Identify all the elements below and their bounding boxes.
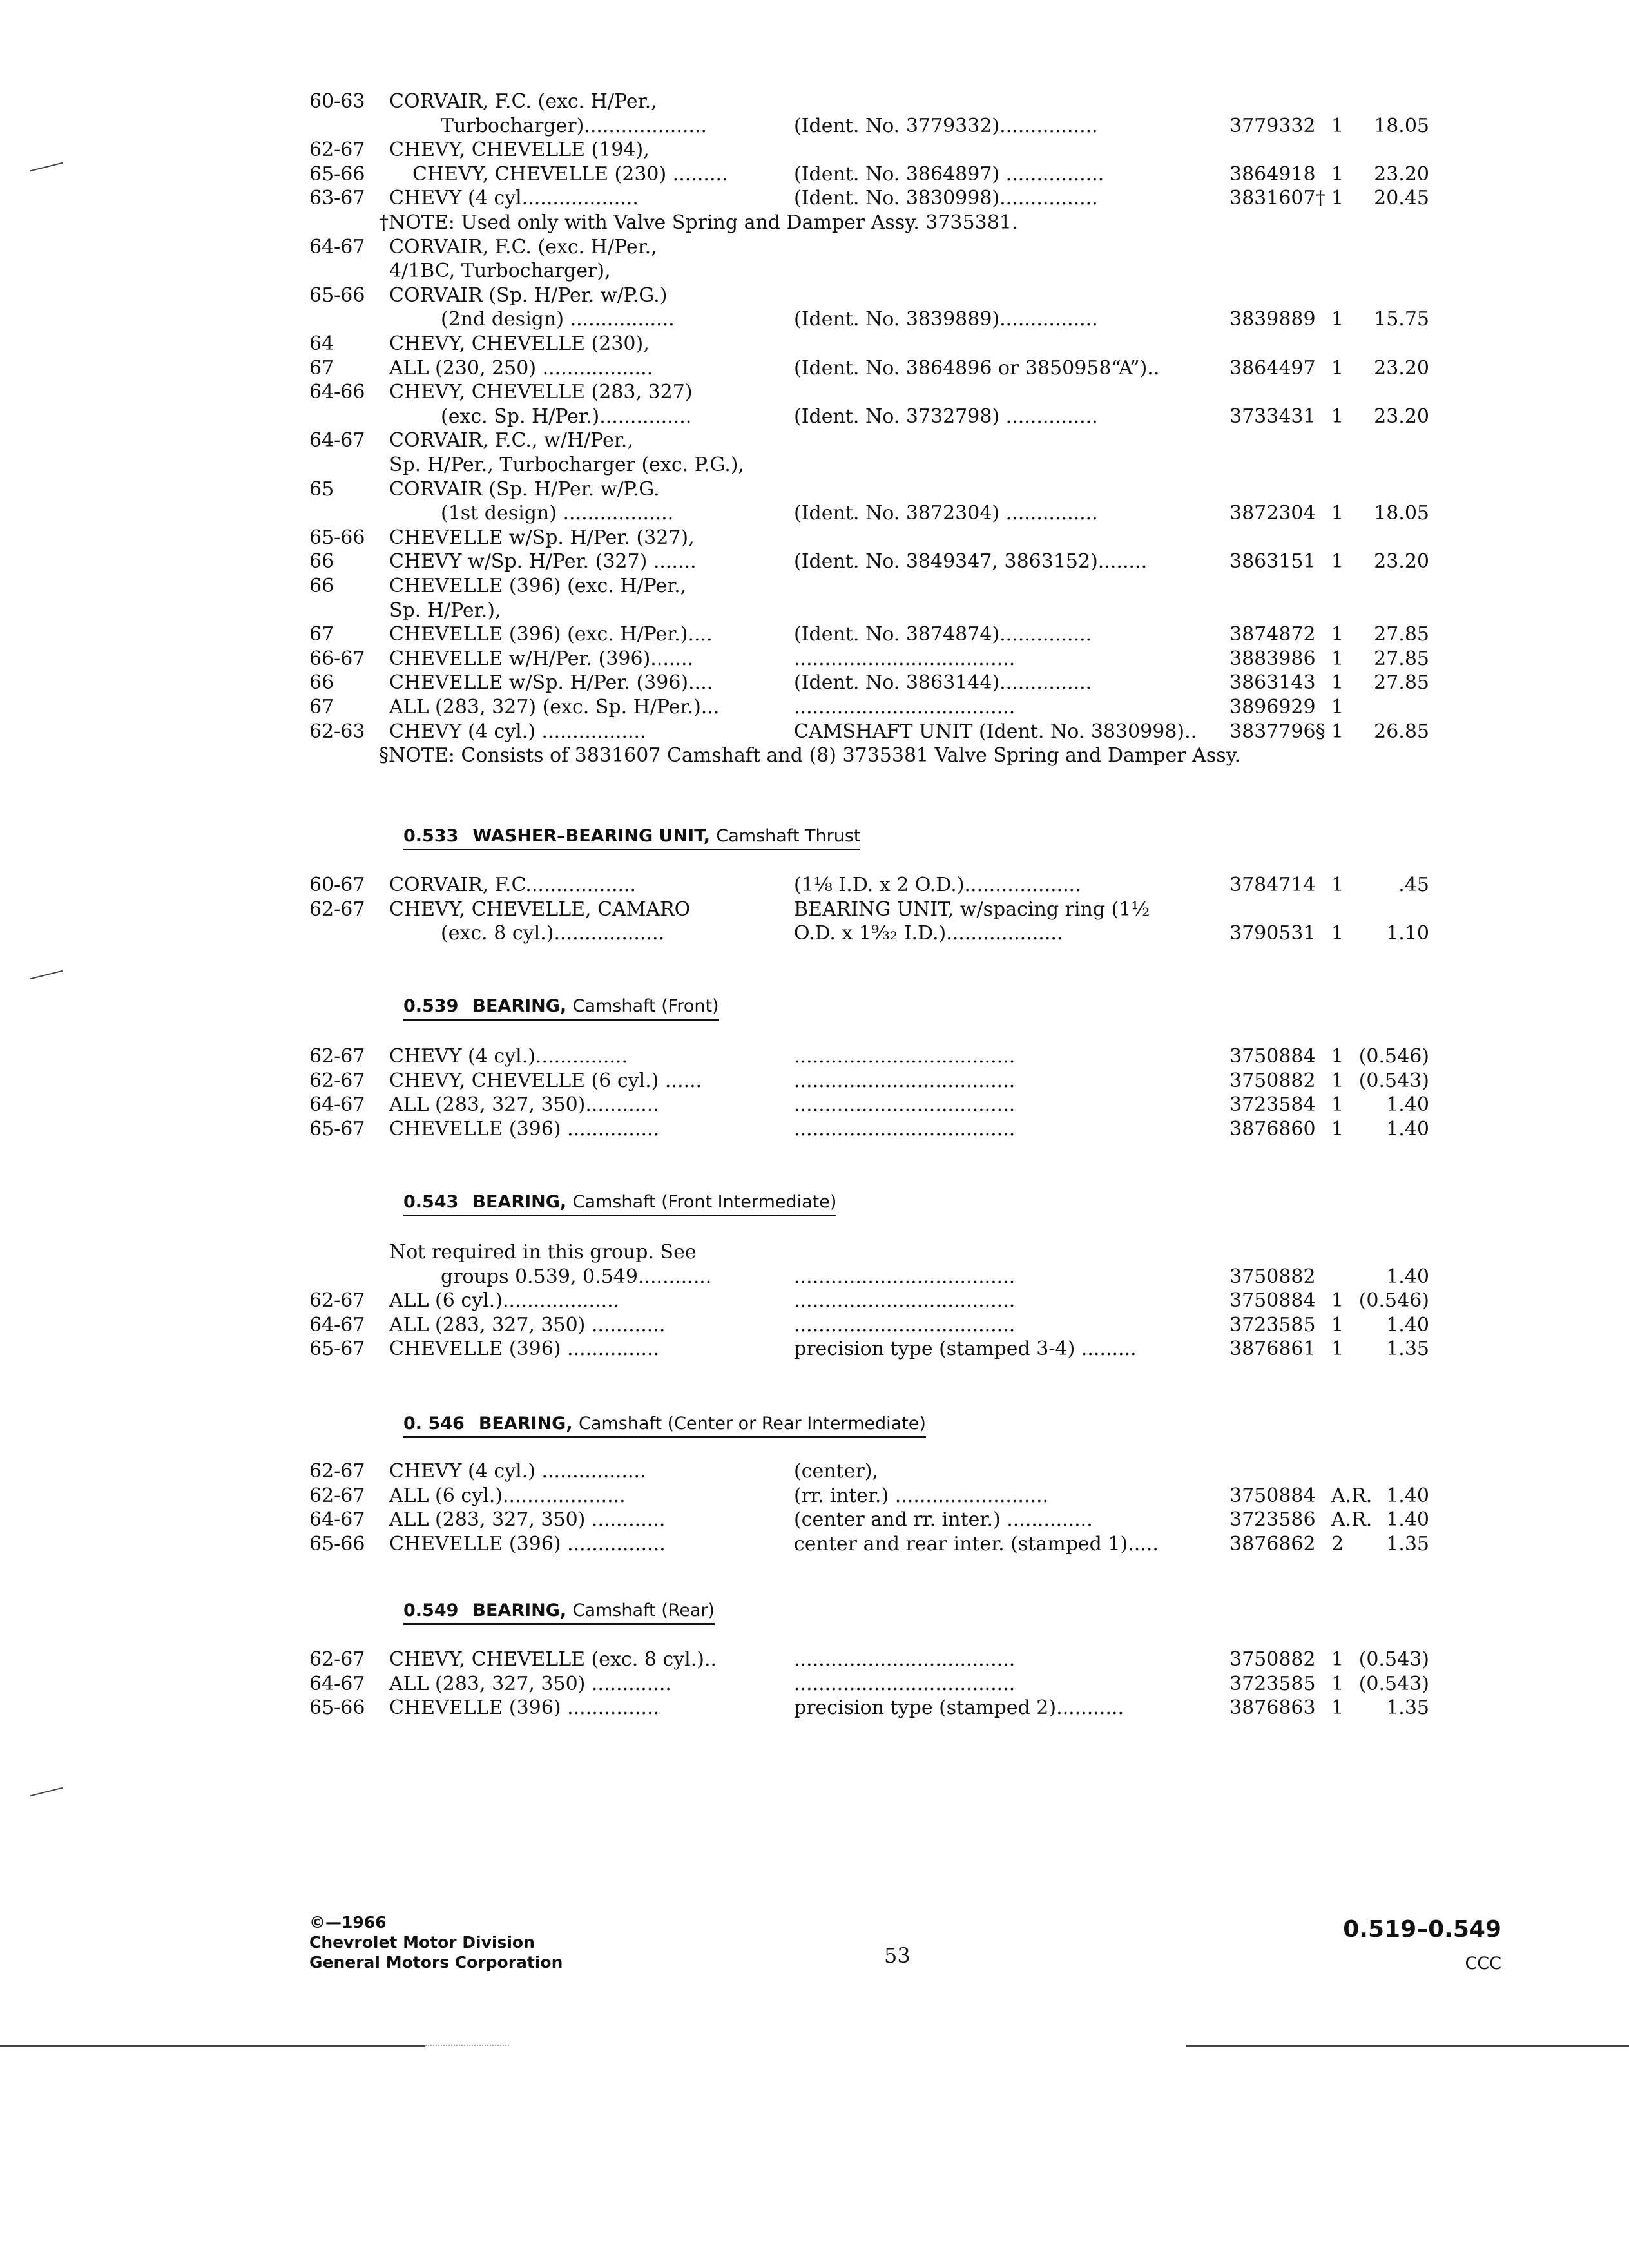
part-number: 3876861 bbox=[1229, 1338, 1316, 1361]
remarks: (center), bbox=[794, 1460, 878, 1483]
scan-edge-rule bbox=[1186, 2045, 1629, 2047]
part-number: 3750884 bbox=[1229, 1484, 1316, 1507]
model-years: 60-67 bbox=[309, 874, 365, 896]
part-number: 3750884 bbox=[1229, 1289, 1316, 1312]
note-line bbox=[0, 744, 1629, 767]
section-header-0-549 bbox=[0, 1600, 1629, 1629]
model-description: Sp. H/Per.), bbox=[389, 599, 501, 622]
model-years: 64-67 bbox=[309, 235, 365, 258]
quantity: 1 bbox=[1331, 720, 1344, 743]
list-price: 26.85 bbox=[1374, 720, 1429, 743]
section-caption: Camshaft Thrust bbox=[716, 826, 861, 846]
part-number: 3723584 bbox=[1229, 1093, 1316, 1117]
note-line bbox=[0, 211, 1629, 235]
list-price: 1.40 bbox=[1386, 1313, 1429, 1336]
model-years: 64-66 bbox=[309, 381, 365, 404]
list-price: 23.20 bbox=[1374, 162, 1429, 186]
remarks: .................................... bbox=[794, 1045, 1016, 1068]
model-years: 64-67 bbox=[309, 429, 365, 452]
catalog-line bbox=[0, 623, 1629, 646]
remarks: (center and rr. inter.) .............. bbox=[794, 1508, 1093, 1532]
model-description: CHEVELLE (396) ................ bbox=[389, 1532, 666, 1555]
quantity: A.R. bbox=[1331, 1484, 1373, 1507]
model-years: 63-67 bbox=[309, 187, 365, 210]
catalog-line bbox=[0, 696, 1629, 719]
remarks: .................................... bbox=[794, 1117, 1016, 1140]
model-description: CHEVY, CHEVELLE (6 cyl.) ...... bbox=[389, 1069, 702, 1092]
model-description: CHEVY (4 cyl.) ................. bbox=[389, 1460, 646, 1483]
model-description-continued: (1st design) .................. bbox=[441, 502, 674, 525]
remarks: (Ident. No. 3779332)................ bbox=[794, 114, 1098, 137]
model-years: 66 bbox=[309, 575, 334, 597]
footnote: §NOTE: Consists of 3831607 Camshaft and (8) 3735381 Valve Spring and Damper Assy. bbox=[379, 744, 1241, 767]
remarks: (Ident. No. 3863144)............... bbox=[794, 671, 1092, 695]
section-title: WASHER–BEARING UNIT, bbox=[472, 826, 710, 846]
catalog-line bbox=[0, 357, 1629, 380]
quantity: 1 bbox=[1331, 308, 1344, 331]
division-name: Chevrolet Motor Division bbox=[309, 1933, 535, 1952]
remarks: .................................... bbox=[794, 1093, 1016, 1117]
model-description-continued: (exc. Sp. H/Per.)............... bbox=[441, 405, 692, 428]
remarks: .................................... bbox=[794, 1313, 1016, 1336]
part-number: 3863151 bbox=[1229, 550, 1316, 573]
catalog-line bbox=[0, 1241, 1629, 1264]
model-description: CORVAIR (Sp. H/Per. w/P.G. bbox=[389, 477, 660, 501]
section-header-0-533 bbox=[0, 826, 1629, 854]
section-caption: Camshaft (Front Intermediate) bbox=[572, 1192, 837, 1212]
catalog-line bbox=[0, 1338, 1629, 1361]
quantity: 1 bbox=[1331, 671, 1344, 695]
part-number: 3831607† bbox=[1229, 187, 1325, 210]
model-description: 4/1BC, Turbocharger), bbox=[389, 260, 611, 283]
section-number: 0.549 bbox=[403, 1600, 459, 1620]
section-title: BEARING, bbox=[472, 1600, 567, 1620]
list-price: 1.40 bbox=[1386, 1093, 1429, 1117]
model-years: 64-67 bbox=[309, 1093, 365, 1117]
list-price: 27.85 bbox=[1374, 671, 1429, 695]
catalog-line bbox=[0, 381, 1629, 404]
part-number: 3723585 bbox=[1229, 1313, 1316, 1336]
quantity: 1 bbox=[1331, 1338, 1344, 1361]
model-description: CHEVY (4 cyl.) ................. bbox=[389, 720, 646, 743]
model-description: ALL (283, 327, 350) ............ bbox=[389, 1508, 666, 1532]
quantity: 1 bbox=[1331, 162, 1344, 186]
list-price: 1.40 bbox=[1386, 1117, 1429, 1140]
quantity: 1 bbox=[1331, 405, 1344, 428]
part-number: 3883986 bbox=[1229, 647, 1316, 670]
page-number: 53 bbox=[884, 1943, 911, 1968]
model-description: CORVAIR, F.C.................. bbox=[389, 874, 637, 896]
group-range: 0.519–0.549 bbox=[1343, 1916, 1501, 1943]
model-years: 65 bbox=[309, 477, 334, 501]
model-description: CHEVELLE w/Sp. H/Per. (396).... bbox=[389, 671, 713, 695]
model-years: 64-67 bbox=[309, 1508, 365, 1532]
catalog-line bbox=[0, 720, 1629, 744]
model-description: CHEVELLE (396) ............... bbox=[389, 1338, 660, 1361]
catalog-line bbox=[0, 1508, 1629, 1532]
model-description: CORVAIR (Sp. H/Per. w/P.G.) bbox=[389, 284, 668, 307]
list-price: 27.85 bbox=[1374, 623, 1429, 646]
list-price: (0.546) bbox=[1358, 1045, 1429, 1068]
catalog-line bbox=[0, 187, 1629, 210]
quantity: 2 bbox=[1331, 1532, 1344, 1555]
model-years: 65-67 bbox=[309, 1117, 365, 1140]
quantity: 1 bbox=[1331, 187, 1344, 210]
section-number: 0.533 bbox=[403, 826, 459, 846]
catalog-line bbox=[0, 1673, 1629, 1696]
catalog-line bbox=[0, 1533, 1629, 1556]
part-number: 3733431 bbox=[1229, 405, 1316, 428]
quantity: 1 bbox=[1331, 356, 1344, 380]
remarks: precision type (stamped 3-4) ......... bbox=[794, 1338, 1137, 1361]
quantity: A.R. bbox=[1331, 1508, 1373, 1532]
model-description: Not required in this group. See bbox=[389, 1241, 697, 1264]
model-years: 65-66 bbox=[309, 1696, 365, 1720]
remarks: center and rear inter. (stamped 1)..... bbox=[794, 1532, 1159, 1555]
model-years: 64-67 bbox=[309, 1313, 365, 1336]
part-number: 3864918 bbox=[1229, 162, 1316, 186]
model-description: CHEVY, CHEVELLE (230), bbox=[389, 332, 650, 355]
model-description: CORVAIR, F.C. (exc. H/Per., bbox=[389, 235, 657, 258]
model-description: CORVAIR, F.C., w/H/Per., bbox=[389, 429, 633, 452]
model-years: 62-67 bbox=[309, 1289, 365, 1312]
quantity: 1 bbox=[1331, 1313, 1344, 1336]
model-years: 62-67 bbox=[309, 1069, 365, 1092]
quantity: 1 bbox=[1331, 1045, 1344, 1068]
list-price: 23.20 bbox=[1374, 550, 1429, 573]
catalog-line bbox=[0, 874, 1629, 897]
model-description: ALL (283, 327, 350) ............ bbox=[389, 1313, 666, 1336]
remarks: (Ident. No. 3732798) ............... bbox=[794, 405, 1098, 428]
model-description: ALL (283, 327) (exc. Sp. H/Per.)... bbox=[389, 696, 720, 718]
model-description: CHEVY (4 cyl................... bbox=[389, 187, 639, 210]
model-years: 60-63 bbox=[309, 90, 365, 113]
quantity: 1 bbox=[1331, 1069, 1344, 1092]
list-price: 23.20 bbox=[1374, 405, 1429, 428]
model-years: 65-66 bbox=[309, 162, 365, 186]
quantity: 1 bbox=[1331, 922, 1344, 945]
catalog-line bbox=[0, 139, 1629, 162]
remarks: CAMSHAFT UNIT (Ident. No. 3830998).. bbox=[794, 720, 1197, 743]
remarks: precision type (stamped 2)........... bbox=[794, 1696, 1124, 1720]
quantity: 1 bbox=[1331, 114, 1344, 137]
list-price: (0.543) bbox=[1358, 1648, 1429, 1671]
catalog-line bbox=[0, 1314, 1629, 1337]
binder-mark bbox=[30, 970, 63, 980]
catalog-line bbox=[0, 332, 1629, 356]
model-description: ALL (230, 250) .................. bbox=[389, 356, 653, 380]
section-number: 0.539 bbox=[403, 996, 459, 1016]
section-number: 0. 546 bbox=[403, 1414, 465, 1434]
catalog-line bbox=[0, 1460, 1629, 1483]
remarks: .................................... bbox=[794, 696, 1016, 718]
model-years: 67 bbox=[309, 623, 334, 646]
list-price: (0.543) bbox=[1358, 1672, 1429, 1695]
catalog-line bbox=[0, 1045, 1629, 1068]
model-description: CHEVY (4 cyl.)............... bbox=[389, 1045, 628, 1068]
model-description: Sp. H/Per., Turbocharger (exc. P.G.), bbox=[389, 454, 745, 476]
catalog-line bbox=[0, 922, 1629, 945]
remarks: (Ident. No. 3849347, 3863152)........ bbox=[794, 550, 1148, 573]
part-number: 3750882 bbox=[1229, 1069, 1316, 1092]
list-price: 1.40 bbox=[1386, 1508, 1429, 1532]
quantity: 1 bbox=[1331, 1117, 1344, 1140]
model-description: ALL (283, 327, 350) ............. bbox=[389, 1672, 671, 1695]
quantity: 1 bbox=[1331, 1696, 1344, 1720]
part-number: 3839889 bbox=[1229, 308, 1316, 331]
model-description: ALL (6 cyl.).................... bbox=[389, 1484, 626, 1507]
model-description: CHEVY, CHEVELLE (283, 327) bbox=[389, 381, 693, 404]
section-caption: Camshaft (Rear) bbox=[572, 1600, 715, 1620]
part-number: 3876862 bbox=[1229, 1532, 1316, 1555]
list-price: 27.85 bbox=[1374, 647, 1429, 670]
part-number: 3723585 bbox=[1229, 1672, 1316, 1695]
model-description-continued: groups 0.539, 0.549............ bbox=[441, 1265, 712, 1288]
model-years: 62-67 bbox=[309, 1460, 365, 1483]
section-title: BEARING, bbox=[472, 1192, 567, 1212]
list-price: 20.45 bbox=[1374, 187, 1429, 210]
section-title: BEARING, bbox=[472, 996, 567, 1016]
remarks: .................................... bbox=[794, 1289, 1016, 1312]
list-price: 18.05 bbox=[1374, 114, 1429, 137]
list-price: 1.35 bbox=[1386, 1532, 1429, 1555]
catalog-line bbox=[0, 90, 1629, 113]
section-number: 0.543 bbox=[403, 1192, 459, 1212]
model-description: CHEVELLE (396) ............... bbox=[389, 1696, 660, 1720]
quantity: 1 bbox=[1331, 874, 1344, 896]
catalog-line bbox=[0, 115, 1629, 138]
catalog-line bbox=[0, 1696, 1629, 1720]
list-price: 1.40 bbox=[1386, 1265, 1429, 1288]
model-description: CHEVY, CHEVELLE (194), bbox=[389, 139, 650, 162]
list-price: 1.40 bbox=[1386, 1484, 1429, 1507]
quantity: 1 bbox=[1331, 1648, 1344, 1671]
scan-edge-rule bbox=[0, 2045, 425, 2047]
model-years: 66 bbox=[309, 671, 334, 695]
binder-mark bbox=[30, 1787, 63, 1797]
list-price: 15.75 bbox=[1374, 308, 1429, 331]
model-description: CHEVY, CHEVELLE (exc. 8 cyl.).. bbox=[389, 1648, 717, 1671]
list-price: 23.20 bbox=[1374, 356, 1429, 380]
footnote: †NOTE: Used only with Valve Spring and Damper Assy. 3735381. bbox=[379, 211, 1018, 234]
remarks: O.D. x 1⁹⁄₃₂ I.D.)................... bbox=[794, 922, 1063, 945]
catalog-line bbox=[0, 1485, 1629, 1508]
quantity: 1 bbox=[1331, 1289, 1344, 1312]
part-number: 3874872 bbox=[1229, 623, 1316, 646]
catalog-line bbox=[0, 599, 1629, 622]
scan-edge-rule bbox=[425, 2045, 509, 2046]
model-years: 62-67 bbox=[309, 1484, 365, 1507]
list-price: (0.543) bbox=[1358, 1069, 1429, 1092]
remarks: .................................... bbox=[794, 1672, 1016, 1695]
catalog-line bbox=[0, 284, 1629, 307]
remarks: (1⅛ I.D. x 2 O.D.)................... bbox=[794, 874, 1081, 896]
copyright: ©—1966 bbox=[309, 1913, 387, 1932]
catalog-line bbox=[0, 1093, 1629, 1117]
model-description: CHEVELLE w/H/Per. (396)....... bbox=[389, 647, 694, 670]
list-price: 1.35 bbox=[1386, 1696, 1429, 1720]
model-years: 67 bbox=[309, 696, 334, 718]
catalog-line bbox=[0, 1289, 1629, 1312]
publisher-block bbox=[309, 1912, 563, 1972]
model-years: 66 bbox=[309, 550, 334, 573]
model-years: 65-66 bbox=[309, 284, 365, 307]
section-caption: Camshaft (Center or Rear Intermediate) bbox=[579, 1414, 926, 1434]
part-number: 3863143 bbox=[1229, 671, 1316, 695]
catalog-line bbox=[0, 898, 1629, 921]
remarks: BEARING UNIT, w/spacing ring (1½ bbox=[794, 898, 1150, 921]
model-description: CHEVY, CHEVELLE (230) ......... bbox=[412, 162, 728, 186]
part-number: 3723586 bbox=[1229, 1508, 1316, 1532]
remarks: (rr. inter.) ......................... bbox=[794, 1484, 1049, 1507]
model-years: 66-67 bbox=[309, 647, 365, 670]
catalog-line bbox=[0, 1070, 1629, 1093]
model-years: 67 bbox=[309, 356, 334, 380]
catalog-line bbox=[0, 502, 1629, 525]
model-years: 62-67 bbox=[309, 1648, 365, 1671]
list-price: 18.05 bbox=[1374, 502, 1429, 525]
list-price: .45 bbox=[1398, 874, 1429, 896]
part-number: 3790531 bbox=[1229, 922, 1316, 945]
catalog-line bbox=[0, 454, 1629, 477]
quantity: 1 bbox=[1331, 502, 1344, 525]
model-description: CHEVELLE (396) (exc. H/Per.).... bbox=[389, 623, 713, 646]
catalog-line bbox=[0, 260, 1629, 283]
model-years: 62-63 bbox=[309, 720, 365, 743]
quantity: 1 bbox=[1331, 623, 1344, 646]
catalog-line bbox=[0, 1648, 1629, 1671]
model-description-continued: (exc. 8 cyl.).................. bbox=[441, 922, 665, 945]
catalog-line bbox=[0, 163, 1629, 186]
model-years: 65-67 bbox=[309, 1338, 365, 1361]
list-price: 1.35 bbox=[1386, 1338, 1429, 1361]
catalog-line bbox=[0, 671, 1629, 695]
catalog-line bbox=[0, 236, 1629, 259]
part-number: 3872304 bbox=[1229, 502, 1316, 525]
section-caption: Camshaft (Front) bbox=[572, 996, 719, 1016]
catalog-line bbox=[0, 575, 1629, 598]
model-description: CHEVELLE (396) (exc. H/Per., bbox=[389, 575, 687, 597]
part-number: 3750882 bbox=[1229, 1648, 1316, 1671]
model-years: 64 bbox=[309, 332, 334, 355]
model-years: 62-67 bbox=[309, 139, 365, 162]
model-years: 62-67 bbox=[309, 898, 365, 921]
catalog-line bbox=[0, 648, 1629, 671]
catalog-line bbox=[0, 526, 1629, 550]
list-price: 1.10 bbox=[1386, 922, 1429, 945]
part-number: 3876863 bbox=[1229, 1696, 1316, 1720]
remarks: (Ident. No. 3874874)............... bbox=[794, 623, 1092, 646]
catalog-line bbox=[0, 550, 1629, 573]
remarks: (Ident. No. 3864896 or 3850958“A”).. bbox=[794, 356, 1160, 380]
part-number: 3779332 bbox=[1229, 114, 1316, 137]
catalog-line bbox=[0, 405, 1629, 428]
model-description: CORVAIR, F.C. (exc. H/Per., bbox=[389, 90, 657, 113]
quantity: 1 bbox=[1331, 647, 1344, 670]
model-years: 65-66 bbox=[309, 526, 365, 549]
remarks: (Ident. No. 3830998)................ bbox=[794, 187, 1098, 210]
quantity: 1 bbox=[1331, 696, 1344, 718]
model-years: 64-67 bbox=[309, 1672, 365, 1695]
catalog-line bbox=[0, 478, 1629, 501]
model-description: CHEVELLE (396) ............... bbox=[389, 1117, 660, 1140]
model-description: CHEVY w/Sp. H/Per. (327) ....... bbox=[389, 550, 697, 573]
remarks: (Ident. No. 3839889)................ bbox=[794, 308, 1098, 331]
catalog-line bbox=[0, 429, 1629, 452]
part-number: 3864497 bbox=[1229, 356, 1316, 380]
quantity: 1 bbox=[1331, 1672, 1344, 1695]
section-header-0-543 bbox=[0, 1192, 1629, 1220]
part-number: 3896929 bbox=[1229, 696, 1316, 718]
remarks: .................................... bbox=[794, 647, 1016, 670]
remarks: .................................... bbox=[794, 1648, 1016, 1671]
remarks: (Ident. No. 3872304) ............... bbox=[794, 502, 1098, 525]
catalog-line bbox=[0, 1265, 1629, 1289]
part-number: 3784714 bbox=[1229, 874, 1316, 896]
section-header-0-546 bbox=[0, 1414, 1629, 1442]
corporation-name: General Motors Corporation bbox=[309, 1953, 563, 1972]
section-header-0-539 bbox=[0, 996, 1629, 1024]
part-number: 3837796§ bbox=[1229, 720, 1325, 743]
part-number: 3750882 bbox=[1229, 1265, 1316, 1288]
model-description-continued: Turbocharger).................... bbox=[441, 114, 708, 137]
catalog-line bbox=[0, 1118, 1629, 1141]
model-description: CHEVELLE w/Sp. H/Per. (327), bbox=[389, 526, 695, 549]
quantity: 1 bbox=[1331, 1093, 1344, 1117]
part-number: 3876860 bbox=[1229, 1117, 1316, 1140]
model-description: ALL (6 cyl.)................... bbox=[389, 1289, 620, 1312]
catalog-code: CCC bbox=[1465, 1954, 1501, 1974]
section-title: BEARING, bbox=[478, 1414, 573, 1434]
part-number: 3750884 bbox=[1229, 1045, 1316, 1068]
list-price: (0.546) bbox=[1358, 1289, 1429, 1312]
catalog-line bbox=[0, 308, 1629, 331]
remarks: .................................... bbox=[794, 1069, 1016, 1092]
quantity: 1 bbox=[1331, 550, 1344, 573]
model-description: ALL (283, 327, 350)............ bbox=[389, 1093, 659, 1117]
model-description: CHEVY, CHEVELLE, CAMARO bbox=[389, 898, 691, 921]
model-description-continued: (2nd design) ................. bbox=[441, 308, 675, 331]
remarks: .................................... bbox=[794, 1265, 1016, 1288]
model-years: 62-67 bbox=[309, 1045, 365, 1068]
remarks: (Ident. No. 3864897) ................ bbox=[794, 162, 1104, 186]
model-years: 65-66 bbox=[309, 1532, 365, 1555]
